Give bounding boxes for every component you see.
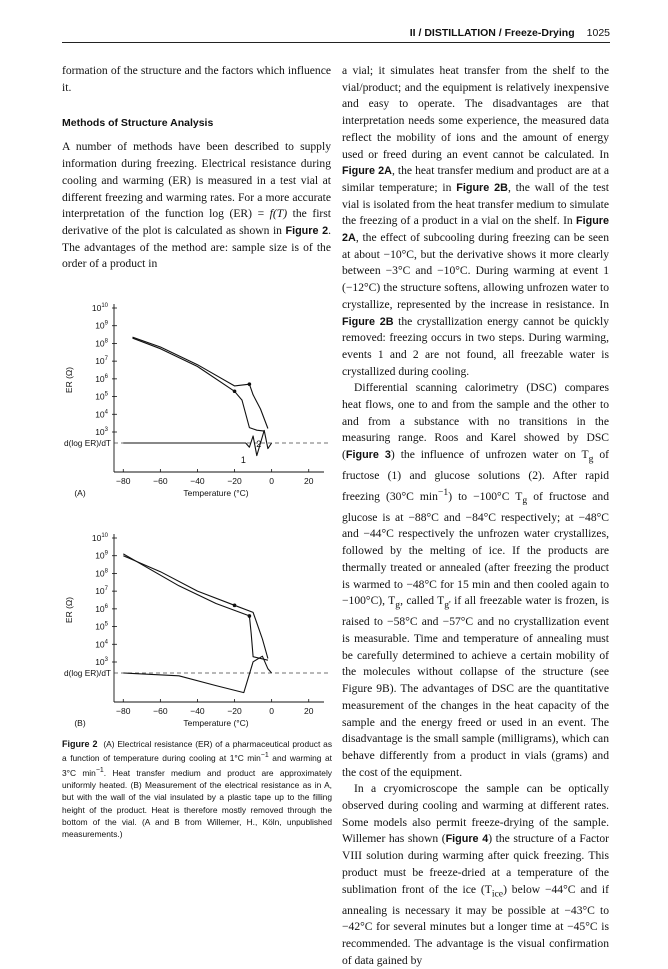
x-tick-label: −20 xyxy=(227,706,242,716)
methods-paragraph: A number of methods have been described to supply information during freezing. Electrical resistance during cooling and warming (ER) is measured in a test vial at different freezing and warming rates. For a more accurate interpretation of the function log (ER) = f(T) the first derivative of the plot is calculated as shown in Figure 2. The advantages of the method are: sample size is of the order of a product in xyxy=(62,140,332,271)
y-tick-label: $10^5$ xyxy=(95,391,108,402)
panel-b xyxy=(64,533,330,728)
running-header xyxy=(410,27,610,39)
paragraph-cryomicroscope: In a cryomicroscope the sample can be optically observed during cooling and warming at different rates. Some models also permit freeze-drying of the sample. Willemer has shown (Figure 4) the structure of a Factor VIII solution during warming after quick freezing. This product must be freeze-dried at a temperature of the sublimation front of the ice $(T_{ice})$ below −44°C and if annealing is necessary it may be possible at −43°C to −42°C for several minutes but a longer time at −45°C is recommended. The advantage is the visual confirmation of data gained by xyxy=(342,782,609,967)
figure-ref: Figure 2 xyxy=(285,224,329,237)
page-number: 1025 xyxy=(586,27,610,39)
x-axis-label: Temperature (°C) xyxy=(183,718,249,728)
x-tick-label: −60 xyxy=(153,476,168,486)
intro-text: formation of the structure and the factors which influence it. xyxy=(62,64,331,94)
y-tick-label: $10^4$ xyxy=(95,639,108,650)
series-marker-1 xyxy=(248,382,252,386)
x-tick-label: −60 xyxy=(153,706,168,716)
header-section: II / DISTILLATION / Freeze-Drying xyxy=(409,27,575,39)
x-tick-label: 0 xyxy=(269,476,275,486)
panel-a xyxy=(64,303,330,498)
panel-label: (A) xyxy=(74,488,86,498)
derivative-axis-label: d(log ER)/dT xyxy=(63,668,111,678)
header-rule xyxy=(62,42,610,43)
y-tick-label: $10^9$ xyxy=(95,550,108,561)
panel-label: (B) xyxy=(74,718,86,728)
y-tick-label: $10^8$ xyxy=(95,338,108,349)
x-tick-label: −80 xyxy=(116,476,131,486)
series-marker-1 xyxy=(233,604,237,608)
y-tick-label: $10^7$ xyxy=(95,356,108,367)
x-tick-label: 20 xyxy=(303,706,314,716)
y-tick-label: $10^8$ xyxy=(95,568,108,579)
y-tick-label: $10^3$ xyxy=(95,657,108,667)
x-tick-label: −40 xyxy=(190,476,205,486)
y-axis-label: ER (Ω) xyxy=(64,596,74,624)
x-tick-label: −40 xyxy=(190,706,205,716)
y-tick-label: $10^{10}$ xyxy=(91,533,108,543)
y-tick-label: $10^6$ xyxy=(95,603,108,614)
figure-2 xyxy=(60,300,335,730)
event-label: 1 xyxy=(240,455,246,465)
paragraph-er: a vial; it simulates heat transfer from the shelf to the vial/product; and the equipment is relatively inexpensive and easy to operate. The disadvantages are that interpretation needs some experience, the measured data reflect the mobility of ions and the amount of energy used or freed during an event cannot be calculated. In Figure 2A, the heat transfer medium and product are at a similar temperature; in Figure 2B, the wall of the test vial is isolated from the heat transfer medium to simulate the freezing of a product in a vial on the shelf. In Figure 2A, the effect of subcooling during freezing can be seen at about −10°C, but the derivative shows it more clearly between −3°C and −10°C. During warming at event 1 (−12°C) the structure softens, allowing unfrozen water to crystallize, represented by the increase in resistance. In Figure 2B the crystallization energy cannot be quickly removed: freezing occurs in two steps. During warming, events 1 and 2 are not found, all freezable water is crystallized during cooling. xyxy=(342,64,609,378)
series-marker-0 xyxy=(233,389,237,393)
paragraph-dsc: Differential scanning calorimetry (DSC) compares heat flows, one to and from the sample and the other to and from a substance with no transitions in the measuring range. Roos and Karel showed by DSC (Figure 3) the influence of unfrozen water on $T_g$ of fructose (1) and glucose solutions (2). After rapid freezing (30°C $\min^{-1}$) to −100°C $T_g$ of fructose and glucose is at −88°C and −84°C respectively; at −48°C and −44°C respectively the unfrozen water crystallizes, followed by the melting of ice. If the products are thermally treated or annealed (after freezing the product is warmed to −48°C for 15 min and then cooled again to −100°C), $T_g$, called $T_{g'}$ if all freezable water is frozen, is raised to −58°C and −57°C and no crystallization event is measurable. Time and temperature of annealing must be carefully determined to achieve a certain mobility of the molecules without collapse of the structure (see Figure 9B). The advantages of DSC are the quantitative measurement of the changes in the heat capacity of the sample and the energy freed or used in an event. The disadvantage is the small sample (milligrams), which can behave differently from a product in vials (grams) and the cost of the equipment. xyxy=(342,381,610,779)
y-tick-label: $10^4$ xyxy=(95,409,108,420)
y-tick-label: $10^{10}$ xyxy=(91,303,108,313)
y-tick-label: $10^9$ xyxy=(95,320,108,331)
series-line-1 xyxy=(133,337,268,428)
y-axis-label: ER (Ω) xyxy=(64,366,74,394)
x-tick-label: 0 xyxy=(269,706,275,716)
y-tick-label: $10^3$ xyxy=(95,427,108,437)
x-axis-label: Temperature (°C) xyxy=(183,488,249,498)
event-label: 2 xyxy=(256,439,262,449)
section-heading: Methods of Structure Analysis xyxy=(62,117,214,130)
x-tick-label: −20 xyxy=(227,476,242,486)
figure-caption: Figure 2 (A) Electrical resistance (ER) of a pharmaceutical product as a function of temperature during cooling at 1°C $\min^{-1}$ and warming at 3°C $\min^{-1}$. Heat transfer medium and product are approximately uniformly heated. (B) Measurement of the electrical resistance as in A, but with the wall of the vial insulated by a plastic tape up to the filling height of the product. Heat is therefore mostly removed through the bottom of the vial. (A and B from Willemer, H., Köln, unpublished measurements.) xyxy=(62,739,333,840)
right-column xyxy=(342,63,609,969)
y-tick-label: $10^6$ xyxy=(95,373,108,384)
x-tick-label: −80 xyxy=(116,706,131,716)
y-tick-label: $10^5$ xyxy=(95,621,108,632)
series-line-0 xyxy=(123,554,268,660)
left-column xyxy=(62,63,331,273)
series-line-2 xyxy=(123,656,271,692)
series-marker-0 xyxy=(248,614,252,618)
derivative-axis-label: d(log ER)/dT xyxy=(63,438,111,448)
caption-label: Figure 2 xyxy=(62,739,98,749)
x-tick-label: 20 xyxy=(303,476,314,486)
y-tick-label: $10^7$ xyxy=(95,586,108,597)
series-line-1 xyxy=(123,556,268,659)
